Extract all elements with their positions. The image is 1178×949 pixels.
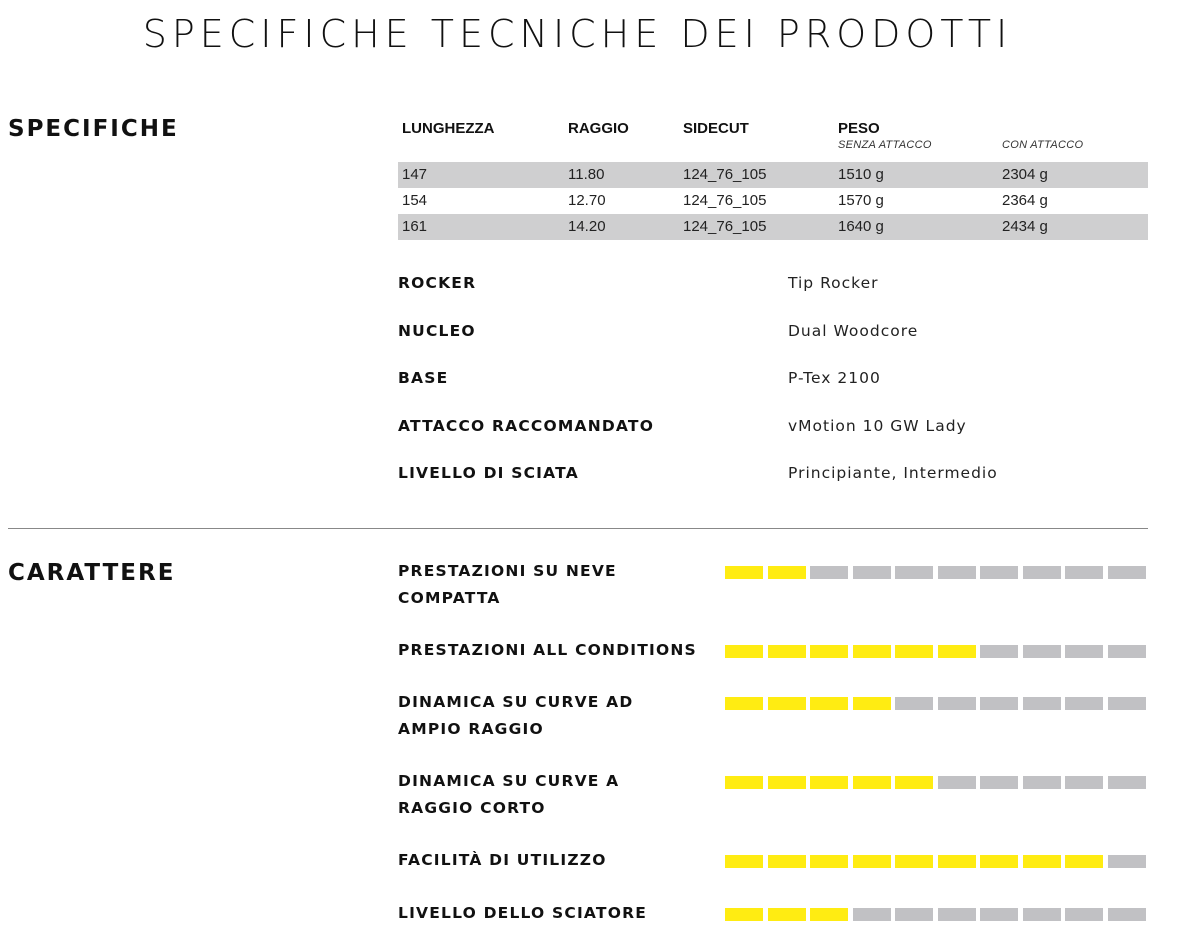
cell-length: 161 — [402, 218, 428, 235]
column-header-sidecut: SIDECUT — [683, 120, 749, 137]
rating-segment-empty — [980, 776, 1018, 789]
attribute-row-core — [398, 320, 1148, 368]
attribute-value: P-Tex 2100 — [788, 369, 881, 388]
rating-label: DINAMICA SU CURVE AD AMPIO RAGGIO — [398, 693, 634, 738]
rating-segment-filled — [725, 697, 763, 710]
column-subheader-without-binding: SENZA ATTACCO — [838, 139, 932, 151]
rating-segment-empty — [938, 908, 976, 921]
rating-bar — [725, 908, 1146, 921]
rating-segment-filled — [768, 855, 806, 868]
rating-segment-empty — [980, 908, 1018, 921]
rating-bar — [725, 776, 1146, 789]
attribute-value: Tip Rocker — [788, 274, 879, 292]
cell-weight-with-binding: 2304 g — [1002, 166, 1048, 183]
rating-segment-filled — [768, 697, 806, 710]
column-header-length: LUNGHEZZA — [402, 120, 495, 137]
attribute-label: NUCLEO — [398, 321, 476, 340]
rating-segment-empty — [1065, 908, 1103, 921]
cell-length: 147 — [402, 166, 428, 183]
rating-segment-empty — [1023, 776, 1061, 789]
cell-sidecut: 124_76_105 — [683, 166, 767, 183]
section-divider — [8, 528, 1148, 529]
rating-segment-filled — [810, 908, 848, 921]
rating-segment-filled — [895, 855, 933, 868]
rating-segment-empty — [938, 566, 976, 579]
rating-segment-empty — [1108, 645, 1146, 658]
rating-bar — [725, 566, 1146, 579]
rating-segment-filled — [810, 697, 848, 710]
cell-weight-with-binding: 2364 g — [1002, 192, 1048, 209]
rating-label: PRESTAZIONI ALL CONDITIONS — [398, 641, 697, 659]
rating-segment-empty — [1065, 566, 1103, 579]
cell-sidecut: 124_76_105 — [683, 218, 767, 235]
rating-segment-empty — [980, 697, 1018, 710]
rating-segment-empty — [1108, 908, 1146, 921]
rating-segment-empty — [938, 776, 976, 789]
rating-segment-filled — [810, 855, 848, 868]
cell-weight-without-binding: 1640 g — [838, 218, 884, 235]
section-heading-character: CARATTERE — [8, 560, 176, 586]
column-header-radius: RAGGIO — [568, 120, 629, 137]
rating-segment-filled — [895, 645, 933, 658]
attribute-value: Dual Woodcore — [788, 321, 919, 340]
column-subheader-with-binding: CON ATTACCO — [1002, 139, 1084, 151]
rating-segment-empty — [1065, 776, 1103, 789]
attribute-label: ATTACCO RACCOMANDATO — [398, 416, 655, 435]
rating-segment-filled — [768, 566, 806, 579]
rating-bar — [725, 697, 1146, 710]
rating-segment-empty — [1023, 566, 1061, 579]
cell-sidecut: 124_76_105 — [683, 192, 767, 209]
rating-segment-filled — [938, 645, 976, 658]
rating-segment-filled — [768, 776, 806, 789]
rating-segment-empty — [1023, 908, 1061, 921]
attribute-label: BASE — [398, 369, 449, 388]
attribute-list — [398, 272, 1148, 510]
rating-segment-filled — [853, 855, 891, 868]
rating-bar — [725, 855, 1146, 868]
rating-segment-empty — [853, 566, 891, 579]
rating-segment-filled — [1023, 855, 1061, 868]
rating-segment-filled — [725, 645, 763, 658]
cell-radius: 11.80 — [568, 166, 605, 183]
spec-table-header — [398, 118, 1148, 162]
cell-weight-without-binding: 1570 g — [838, 192, 884, 209]
rating-label: DINAMICA SU CURVE A RAGGIO CORTO — [398, 772, 620, 817]
table-row — [398, 214, 1148, 240]
cell-length: 154 — [402, 192, 428, 209]
rating-segment-filled — [725, 776, 763, 789]
rating-segment-empty — [1108, 855, 1146, 868]
rating-segment-filled — [853, 697, 891, 710]
rating-segment-empty — [980, 566, 1018, 579]
rating-segment-filled — [810, 645, 848, 658]
rating-segment-empty — [1108, 776, 1146, 789]
rating-segment-empty — [895, 566, 933, 579]
attribute-label: ROCKER — [398, 274, 477, 292]
rating-segment-filled — [980, 855, 1018, 868]
rating-label: FACILITÀ DI UTILIZZO — [398, 851, 607, 869]
rating-segment-filled — [1065, 855, 1103, 868]
rating-segment-empty — [938, 697, 976, 710]
cell-weight-with-binding: 2434 g — [1002, 218, 1048, 235]
rating-segment-filled — [725, 566, 763, 579]
rating-segment-filled — [895, 776, 933, 789]
cell-radius: 14.20 — [568, 218, 606, 235]
section-heading-specs: SPECIFICHE — [8, 116, 179, 142]
attribute-value: Principiante, Intermedio — [788, 464, 998, 483]
attribute-value: vMotion 10 GW Lady — [788, 416, 967, 435]
attribute-row-rocker — [398, 272, 1148, 320]
page-title: SPECIFICHE TECNICHE DEI PRODOTTI — [142, 12, 1013, 56]
attribute-row-binding — [398, 415, 1148, 463]
column-header-weight: PESO — [838, 120, 880, 137]
rating-segment-empty — [1023, 697, 1061, 710]
cell-radius: 12.70 — [568, 192, 606, 209]
rating-label: PRESTAZIONI SU NEVE COMPATTA — [398, 562, 617, 607]
rating-segment-filled — [768, 645, 806, 658]
rating-segment-empty — [853, 908, 891, 921]
rating-segment-filled — [725, 908, 763, 921]
attribute-label: LIVELLO DI SCIATA — [398, 464, 579, 483]
rating-bar — [725, 645, 1146, 658]
rating-segment-filled — [853, 645, 891, 658]
rating-segment-empty — [895, 697, 933, 710]
rating-segment-filled — [725, 855, 763, 868]
rating-segment-empty — [1065, 645, 1103, 658]
rating-segment-filled — [810, 776, 848, 789]
rating-segment-filled — [768, 908, 806, 921]
attribute-row-base — [398, 367, 1148, 415]
rating-segment-empty — [1108, 697, 1146, 710]
cell-weight-without-binding: 1510 g — [838, 166, 884, 183]
table-row — [398, 162, 1148, 188]
rating-segment-empty — [810, 566, 848, 579]
rating-segment-empty — [1023, 645, 1061, 658]
rating-label: LIVELLO DELLO SCIATORE — [398, 904, 648, 922]
rating-segment-filled — [938, 855, 976, 868]
rating-segment-empty — [980, 645, 1018, 658]
spec-table — [398, 118, 1148, 240]
rating-segment-empty — [1065, 697, 1103, 710]
rating-segment-filled — [853, 776, 891, 789]
attribute-row-ski-level — [398, 462, 1148, 510]
rating-segment-empty — [895, 908, 933, 921]
table-row — [398, 188, 1148, 214]
rating-segment-empty — [1108, 566, 1146, 579]
